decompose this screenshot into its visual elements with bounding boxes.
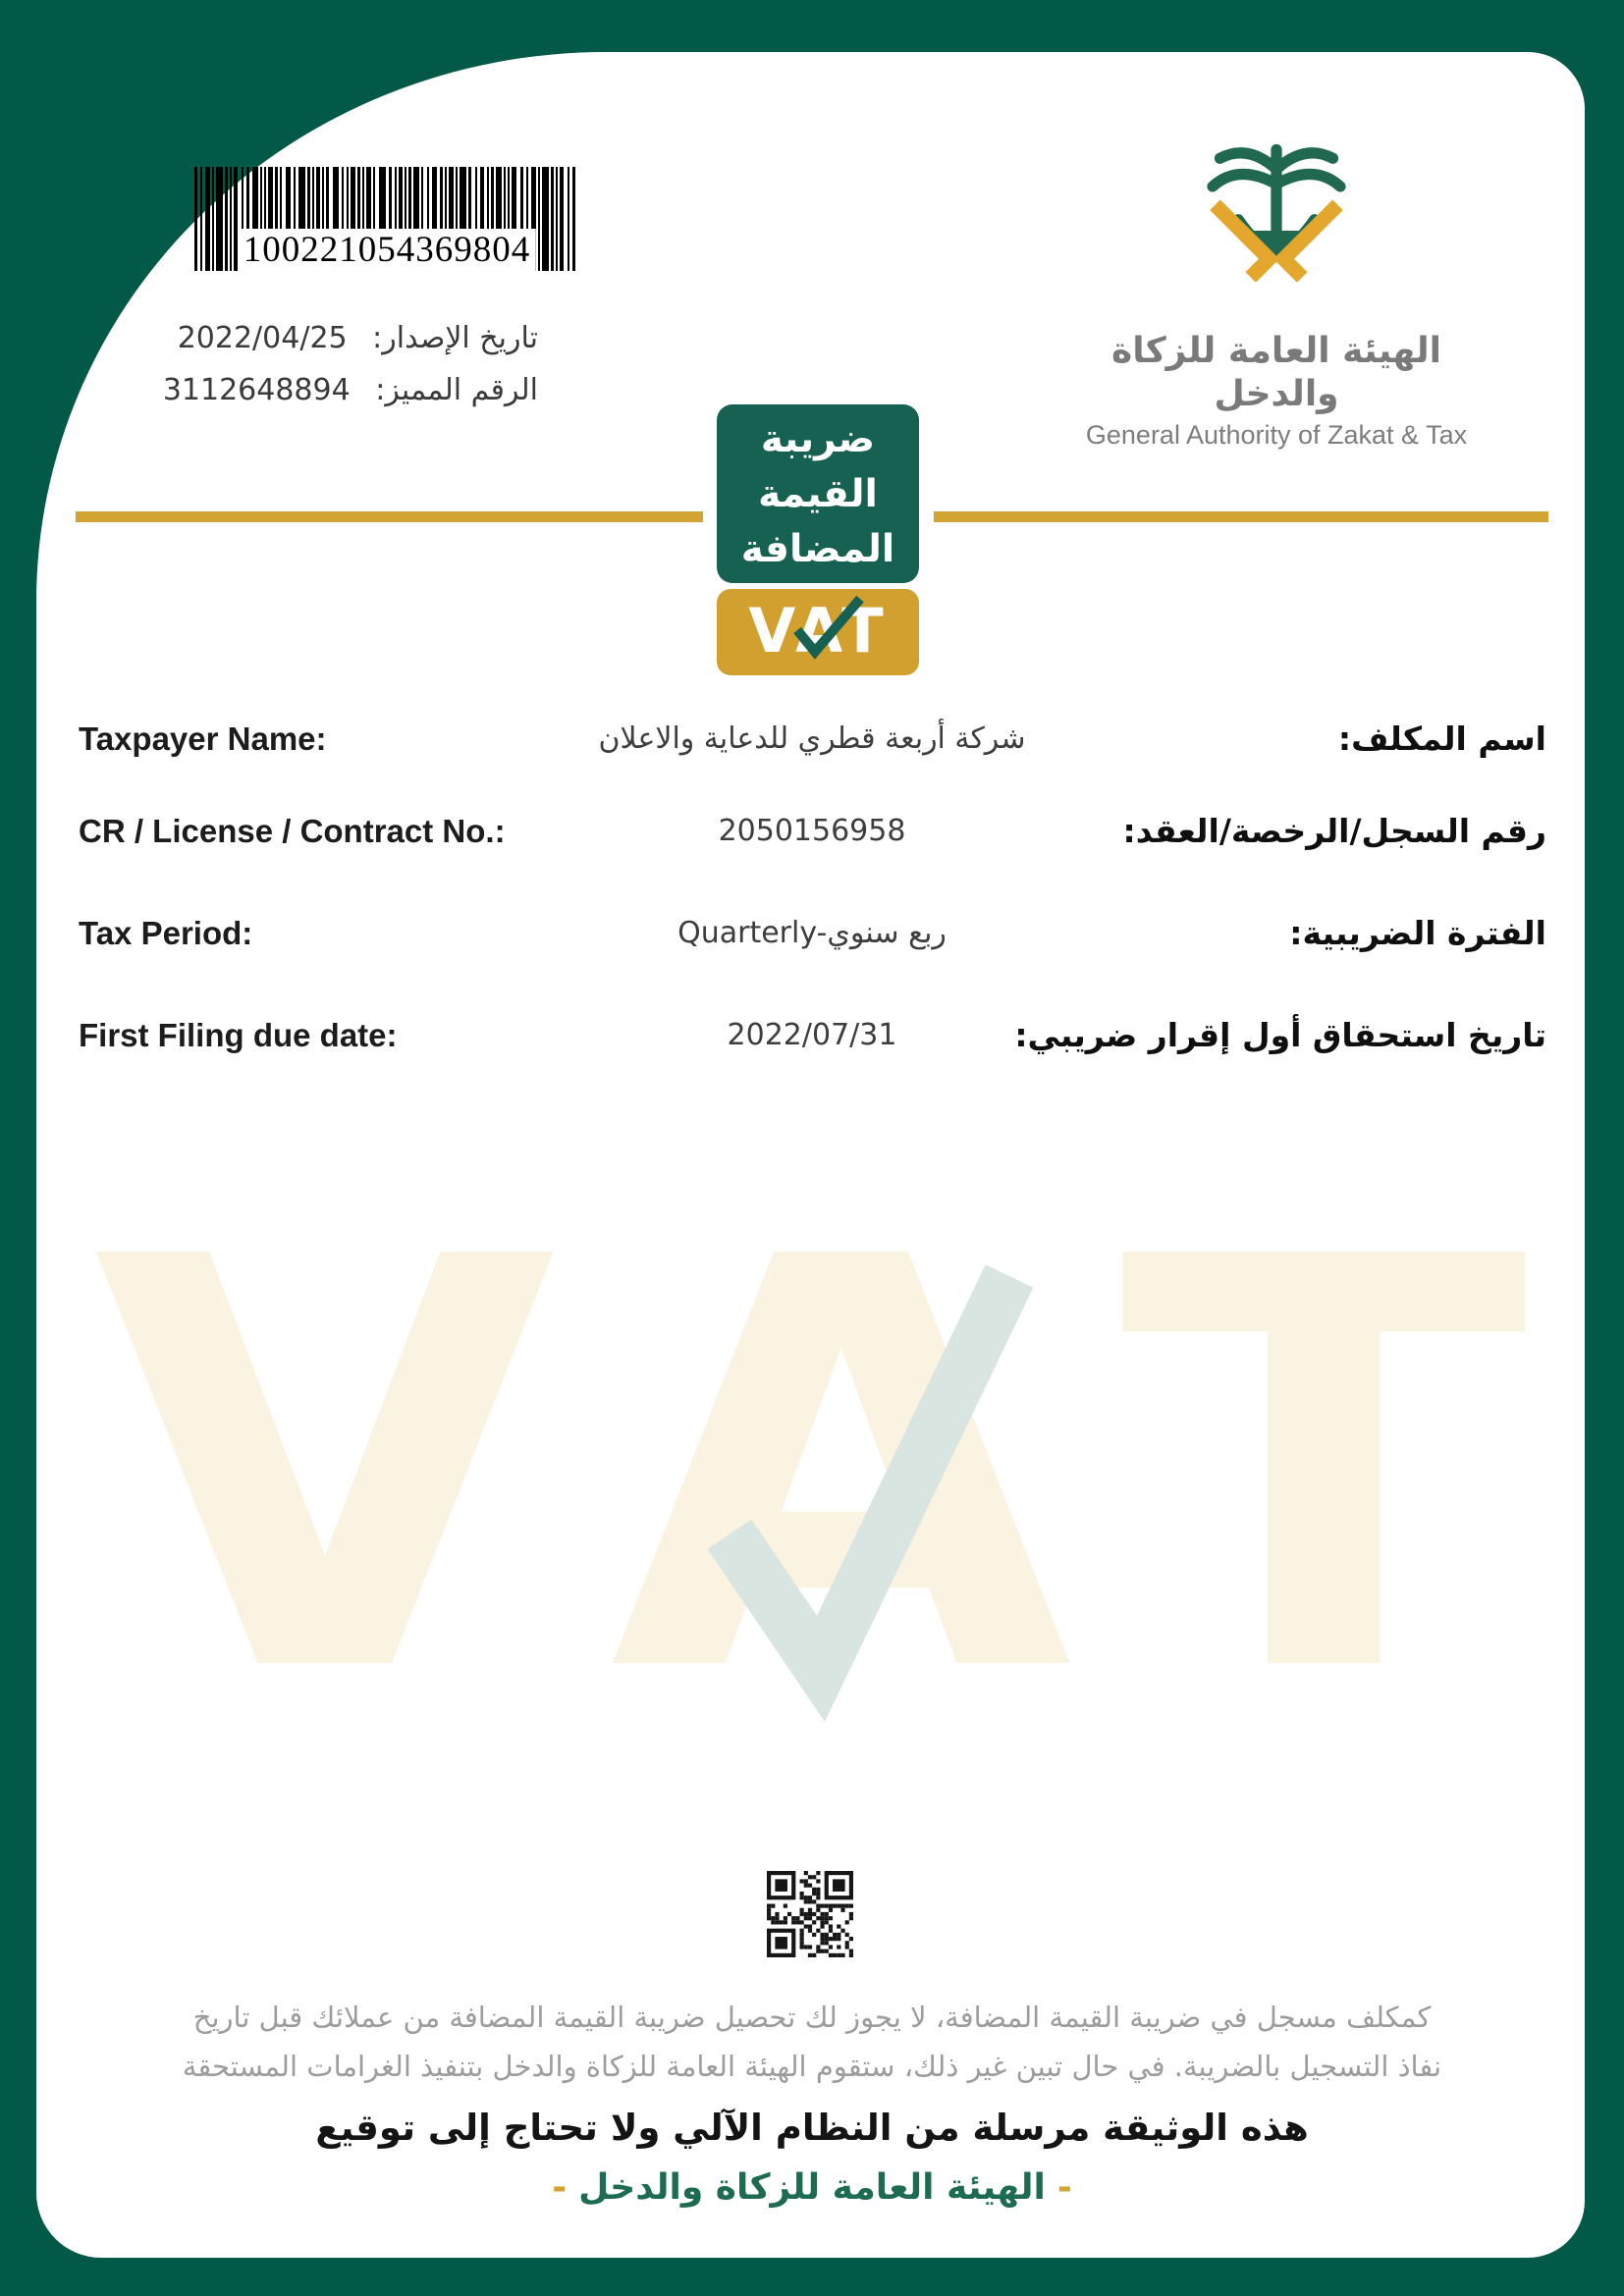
issue-date-value: 2022/04/25	[177, 321, 348, 355]
gold-divider-right	[934, 511, 1548, 522]
vat-watermark-text: VAT	[92, 1139, 1622, 1796]
distinct-number-line	[147, 364, 538, 416]
authority-name-english: General Authority of Zakat & Tax	[1085, 420, 1468, 450]
distinct-number-value: 3112648894	[162, 373, 351, 407]
disclaimer-line-1: كمكلف مسجل في ضريبة القيمة المضافة، لا يجوز لك تحصيل ضريبة القيمة المضافة من عملائك قبل تاريخ	[192, 2001, 1432, 2034]
field-value: 2050156958	[718, 814, 906, 848]
field-row-taxpayer-name	[0, 713, 1624, 765]
distinct-number-label: الرقم المميز:	[375, 373, 538, 407]
vat-logo-line2: القيمة	[758, 472, 878, 516]
issue-date-label: تاريخ الإصدار:	[372, 321, 538, 355]
palm-swords-emblem-icon	[1183, 128, 1370, 324]
field-value: شركة أربعة قطري للدعاية والاعلان	[598, 721, 1026, 756]
authority-logo	[1060, 128, 1492, 452]
signature-text: الهيئة العامة للزكاة والدخل	[578, 2167, 1046, 2208]
field-row-first-filing-due-date	[0, 1009, 1624, 1061]
vat-watermark	[86, 1139, 1622, 1796]
field-label-en: Tax Period:	[79, 915, 253, 951]
vat-logo-line1: ضريبة	[760, 417, 876, 461]
gold-divider-left	[76, 511, 703, 522]
field-label-ar: اسم المكلف:	[1337, 720, 1546, 758]
vat-logo-arabic-box	[717, 404, 919, 583]
field-label-en: Taxpayer Name:	[79, 721, 327, 757]
vat-logo-line3: المضافة	[740, 527, 895, 571]
vat-acronym-text: VAT	[748, 595, 888, 667]
authority-signature-line	[0, 2167, 1624, 2208]
vat-logo-acronym-box	[717, 589, 919, 675]
field-value: 2022/07/31	[727, 1018, 897, 1052]
authority-name-arabic: الهيئة العامة للزكاة والدخل	[1110, 331, 1442, 414]
issue-block	[147, 312, 538, 416]
barcode	[194, 167, 579, 271]
barcode-number: 100221054369804	[239, 229, 536, 271]
qr-code-icon	[767, 1871, 853, 1957]
field-row-tax-period	[0, 907, 1624, 959]
qr-code	[767, 1871, 853, 1957]
field-label-en: CR / License / Contract No.:	[79, 813, 506, 849]
field-row-cr-number	[0, 805, 1624, 857]
field-label-ar: رقم السجل/الرخصة/العقد:	[1122, 812, 1546, 850]
watermark-checkmark-icon	[86, 1245, 1540, 1691]
signature-dash-right: -	[552, 2167, 568, 2208]
field-value: Quarterly-ربع سنوي	[677, 916, 947, 950]
field-label-ar: الفترة الضريبية:	[1289, 914, 1546, 952]
disclaimer-line-2: نفاذ التسجيل بالضريبة. في حال تبين غير ذلك، ستقوم الهيئة العامة للزكاة والدخل بتنفيذ الغرامات المستحقة	[182, 2050, 1442, 2083]
signature-dash-left: -	[1056, 2167, 1072, 2208]
issue-date-line	[147, 312, 538, 364]
field-label-ar: تاريخ استحقاق أول إقرار ضريبي:	[1014, 1016, 1546, 1054]
field-label-en: First Filing due date:	[79, 1017, 398, 1053]
checkmark-icon	[717, 589, 919, 675]
disclaimer-text	[59, 1993, 1565, 2091]
auto-generated-note: هذه الوثيقة مرسلة من النظام الآلي ولا تحتاج إلى توقيع	[315, 2107, 1309, 2149]
